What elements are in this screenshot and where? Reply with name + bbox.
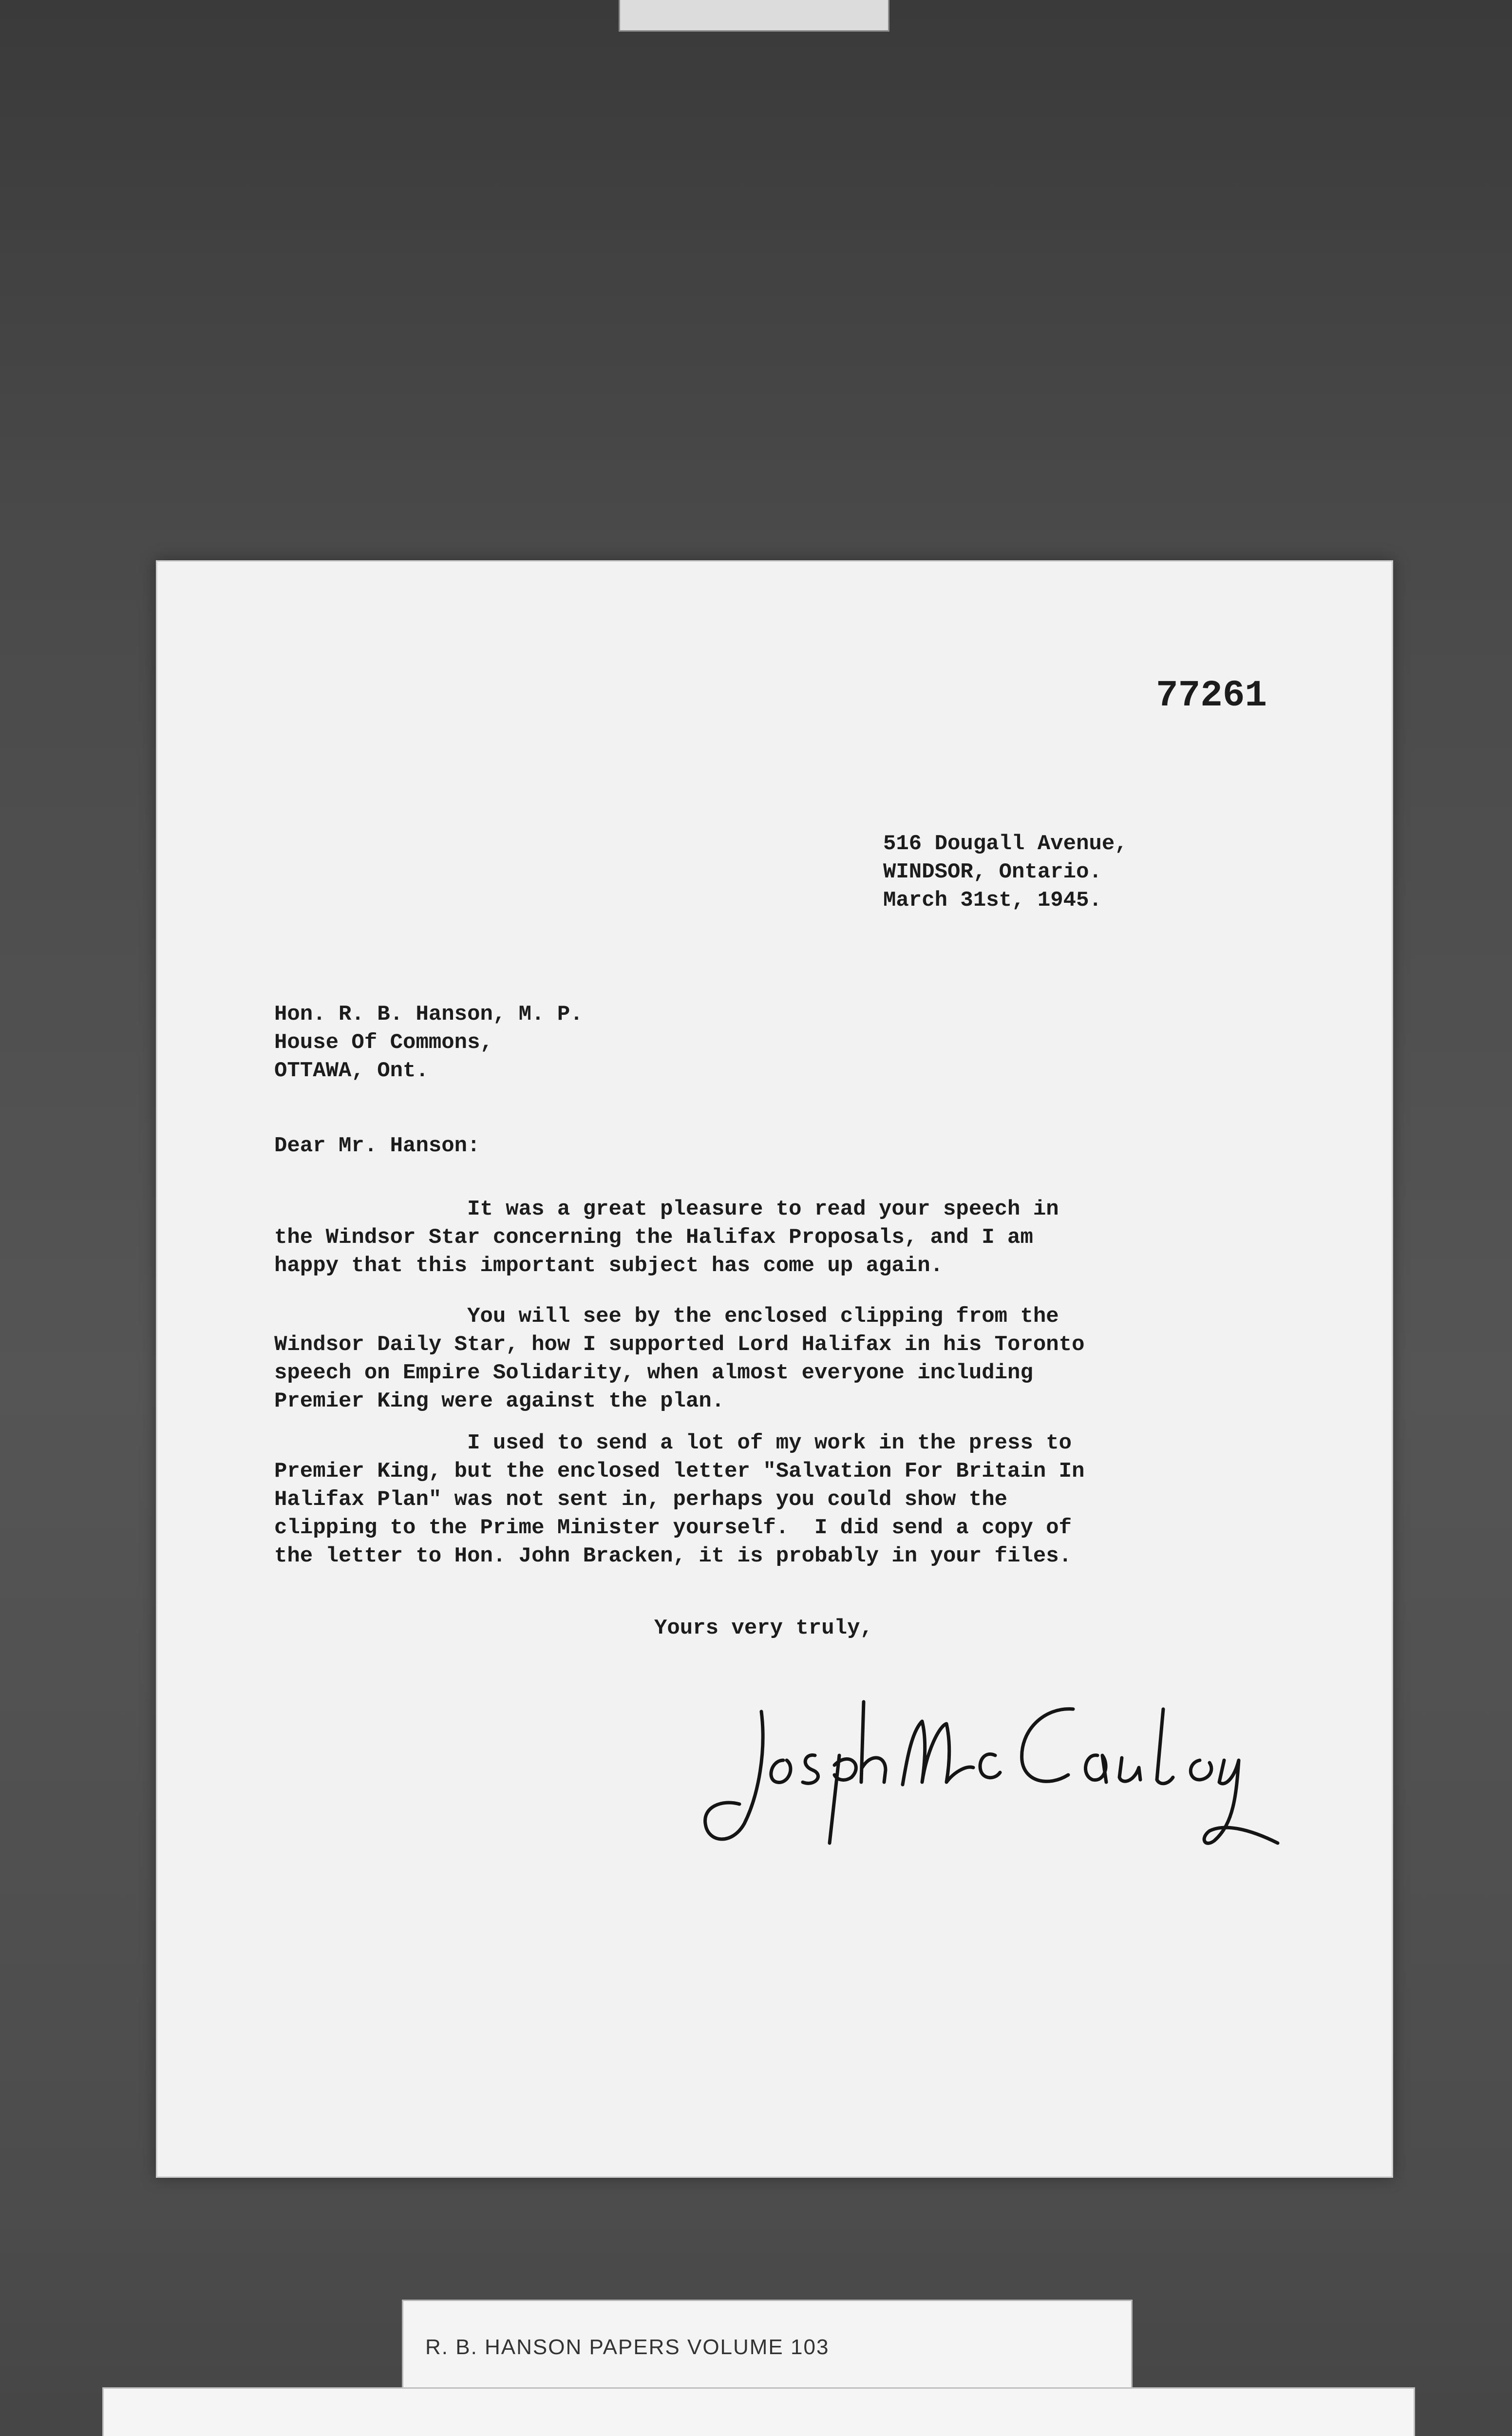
top-tab (619, 0, 889, 32)
handwritten-signature (693, 1682, 1307, 1867)
letter-page (156, 560, 1393, 2178)
body-paragraph: You will see by the enclosed clipping from the Windsor Daily Star, how I supported Lord Halifax in his Toronto speech on Empire Solidarity, when almost everyone including Premier King were against the plan. (274, 1304, 1085, 1413)
sender-address: 516 Dougall Avenue, WINDSOR, Ontario. March 31st, 1945. (883, 832, 1128, 913)
volume-label-text: R. B. HANSON PAPERS VOLUME 103 (425, 2335, 830, 2359)
archives-card (102, 2387, 1415, 2436)
closing: Yours very truly, (654, 1616, 873, 1640)
recipient-address: Hon. R. B. Hanson, M. P. House Of Commons, OTTAWA, Ont. (274, 1002, 583, 1083)
salutation: Dear Mr. Hanson: (274, 1134, 480, 1158)
document-number: 77261 (1156, 675, 1267, 717)
body-paragraph: I used to send a lot of my work in the press to Premier King, but the enclosed letter "Salvation For Britain In Halifax Plan" was not sent in, perhaps you could show the clipping to the Prime Minister yourself. I did send a copy of the letter to Hon. John Bracken, it is probably in your files. (274, 1431, 1085, 1568)
body-paragraph: It was a great pleasure to read your speech in the Windsor Star concerning the Halifax Proposals, and I am happy that this important subject has come up again. (274, 1197, 1059, 1278)
